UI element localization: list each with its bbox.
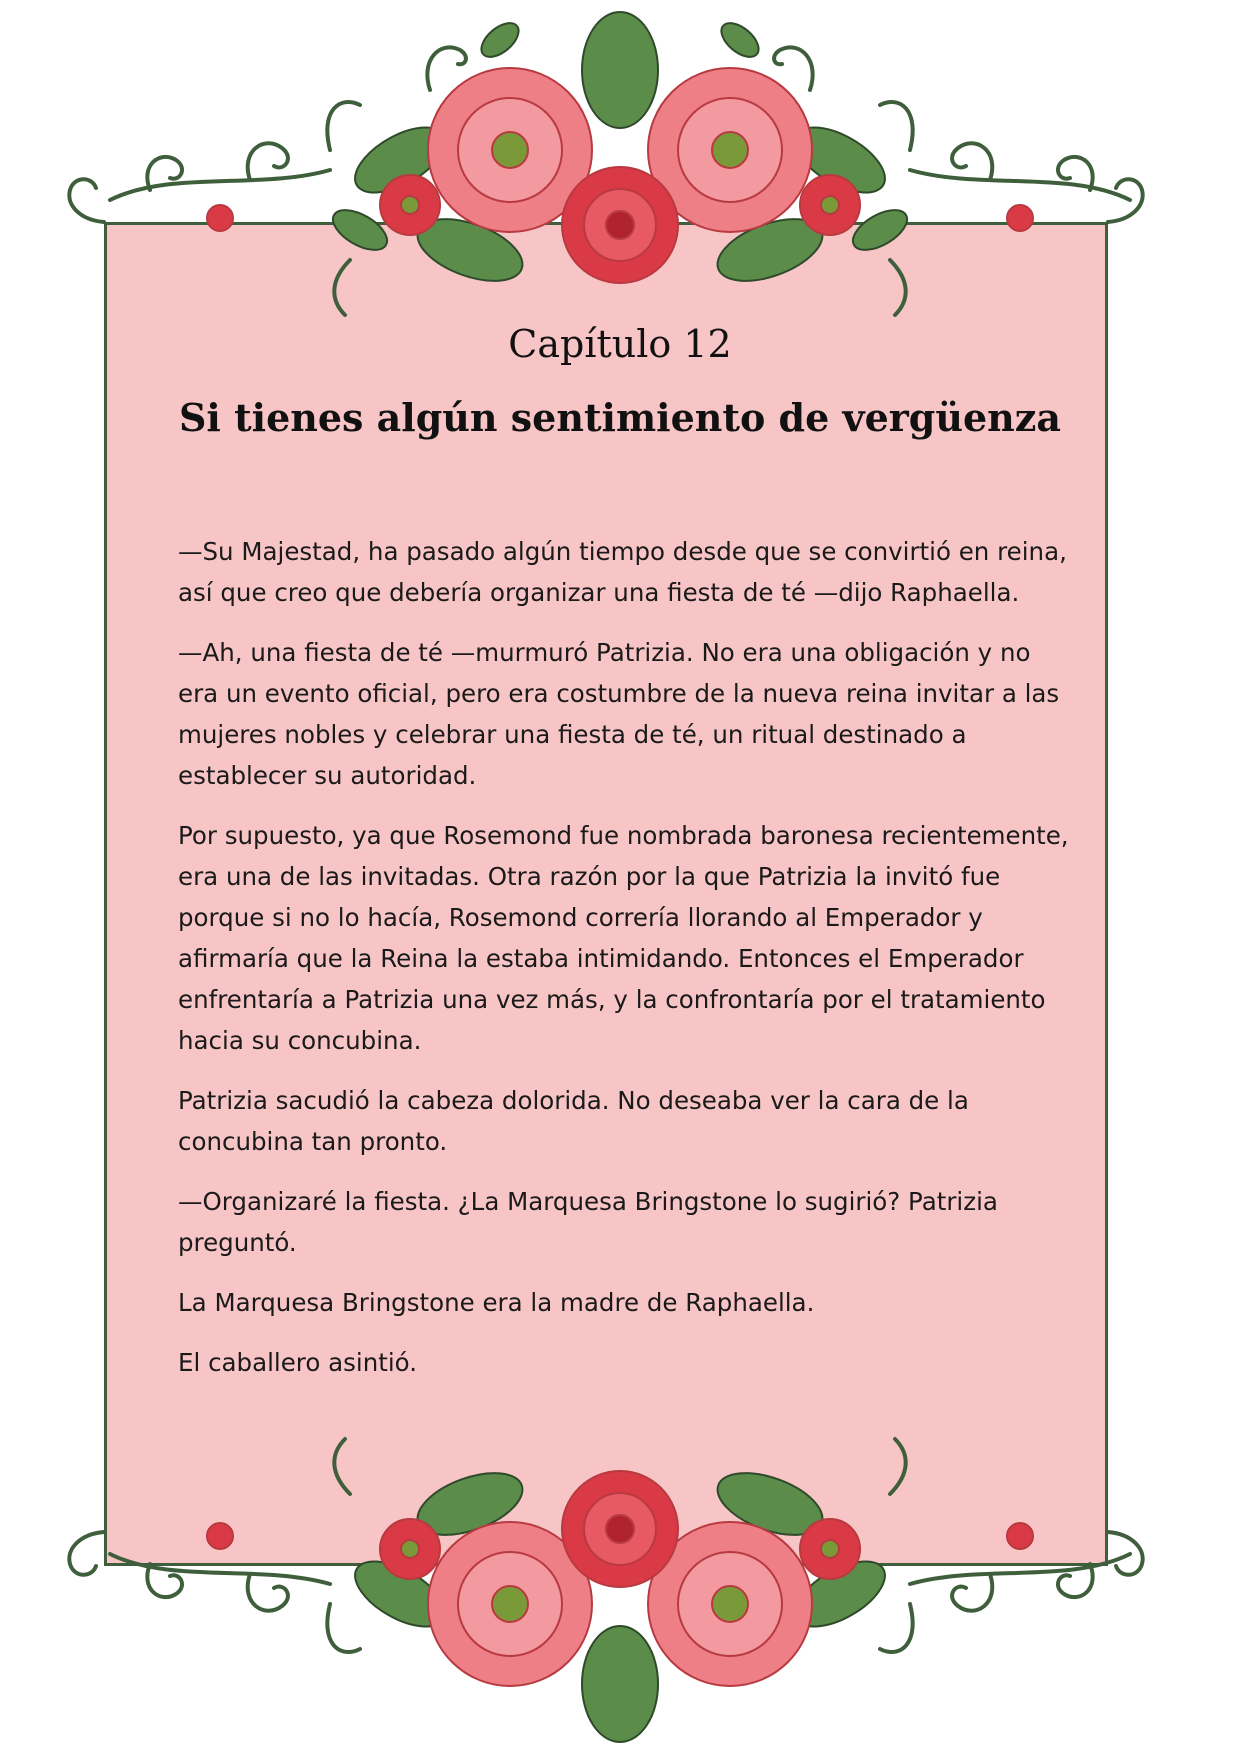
paragraph: —Su Majestad, ha pasado algún tiempo desde que se convirtió en reina, así que creo que debería organizar una fiesta de té —dijo Raphaella. xyxy=(178,537,1067,607)
paragraph: —Ah, una fiesta de té —murmuró Patrizia. No era una obligación y no era un evento oficial, pero era costumbre de la nueva reina invitar a las mujeres nobles y celebrar una fiesta de té, un ritual destinado a establecer su autoridad. xyxy=(178,638,1060,790)
floral-ornament-bottom xyxy=(0,1414,1240,1754)
paragraph: El caballero asintió. xyxy=(178,1348,417,1377)
paragraph: La Marquesa Bringstone era la madre de Raphaella. xyxy=(178,1288,815,1317)
floral-ornament-top xyxy=(0,0,1240,340)
chapter-number: Capítulo 12 xyxy=(508,322,732,366)
paragraph: Patrizia sacudió la cabeza dolorida. No deseaba ver la cara de la concubina tan pronto. xyxy=(178,1086,969,1156)
chapter-title: Si tienes algún sentimiento de vergüenza xyxy=(178,395,1062,440)
chapter-body xyxy=(178,531,1078,1402)
chapter-heading xyxy=(104,318,1136,444)
paragraph: —Organizaré la fiesta. ¿La Marquesa Bringstone lo sugirió? Patrizia preguntó. xyxy=(178,1187,998,1257)
paragraph: Por supuesto, ya que Rosemond fue nombrada baronesa recientemente, era una de las invitadas. Otra razón por la que Patrizia la invitó fue porque si no lo hacía, Rosemond correría llorando al Emperador y afirmaría que la Reina la estaba intimidando. Entonces el Emperador enfrentaría a Patrizia una vez más, y la confrontaría por el tratamiento hacia su concubina. xyxy=(178,821,1069,1055)
